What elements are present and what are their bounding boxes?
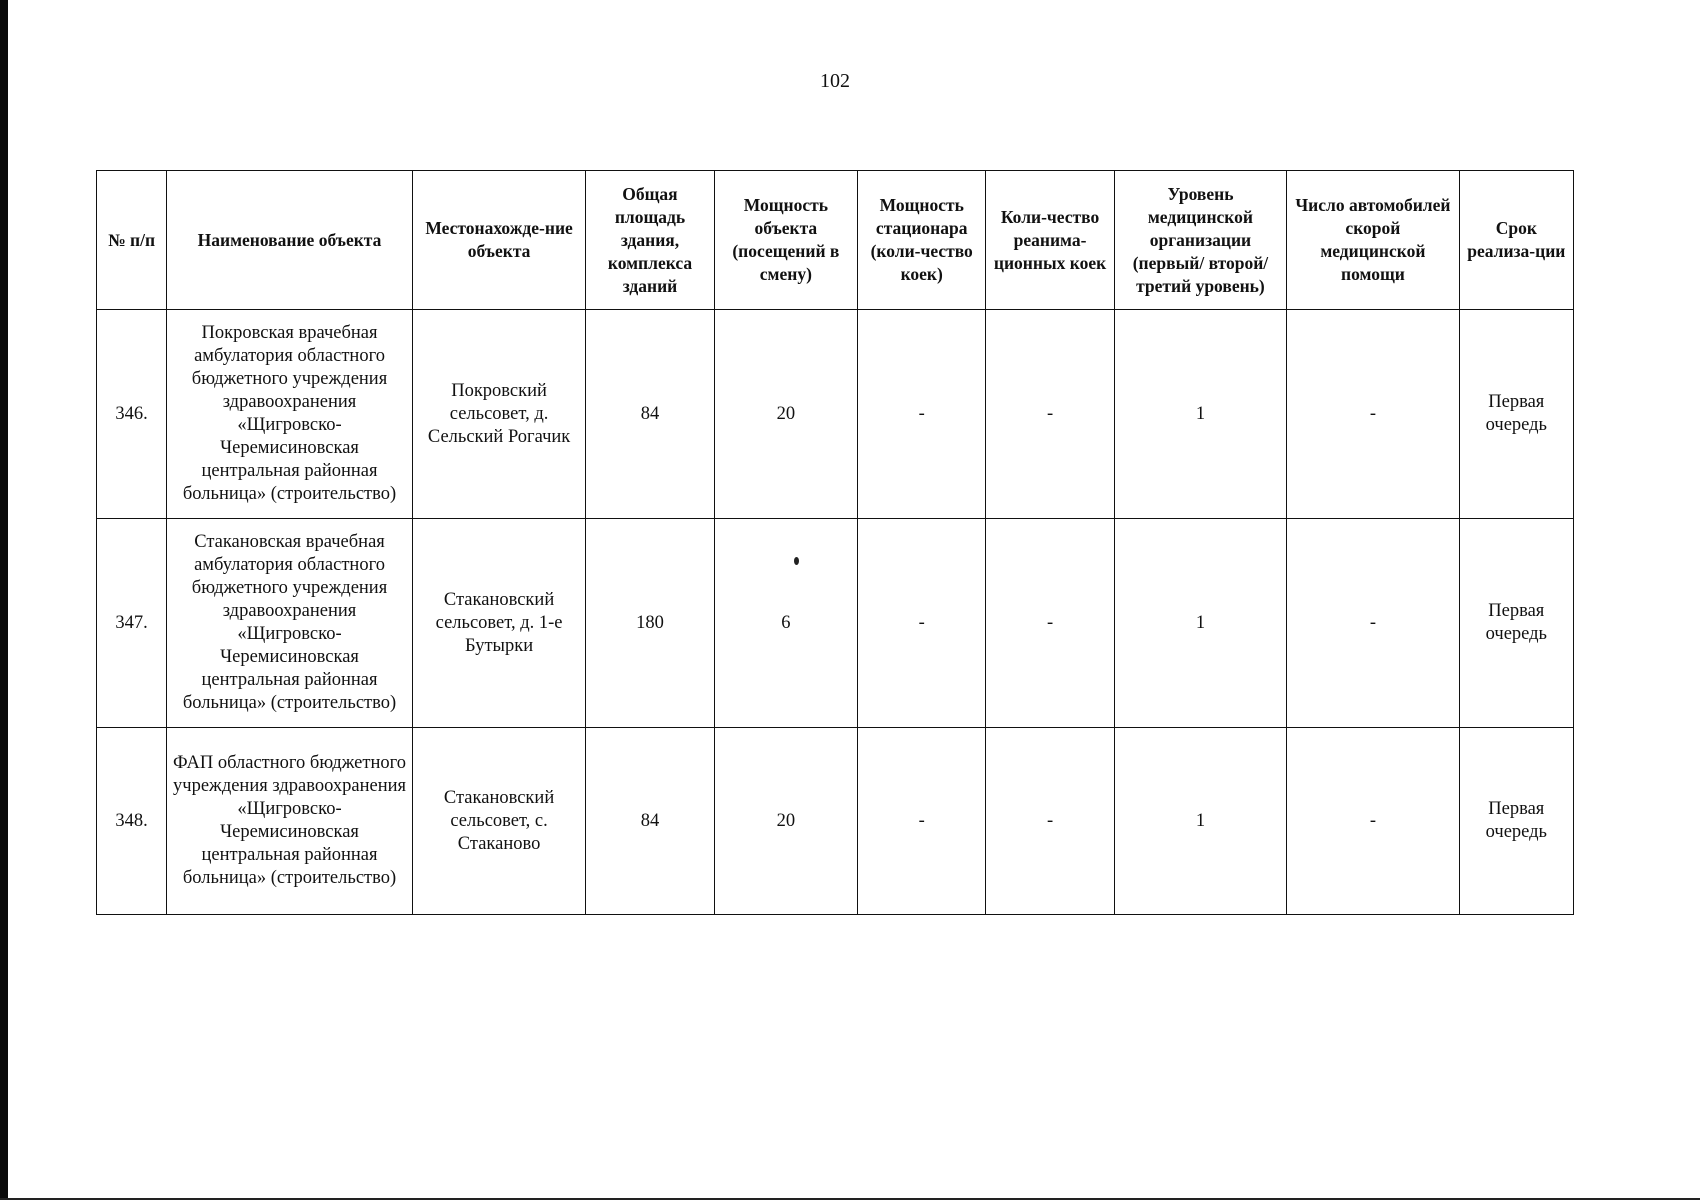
table-row (97, 519, 1574, 728)
header-inpatient: Мощность стационара (коли-чество коек) (858, 171, 986, 310)
header-area: Общая площадь здания, комплекса зданий (586, 171, 714, 310)
row-level: 1 (1114, 310, 1286, 519)
header-capacity: Мощность объекта (посещений в смену) (714, 171, 857, 310)
row-term: Первая очередь (1459, 728, 1573, 915)
header-level: Уровень медицинской организации (первый/ второй/ третий уровень) (1114, 171, 1286, 310)
row-num: 348. (97, 728, 167, 915)
row-num: 346. (97, 310, 167, 519)
row-capacity: 6 (714, 519, 857, 728)
header-term: Срок реализа-ции (1459, 171, 1573, 310)
scan-edge-bar (0, 0, 8, 1200)
row-ambulances: - (1287, 310, 1459, 519)
page-number: 102 (820, 70, 850, 92)
facilities-table (96, 170, 1574, 915)
row-inpatient: - (858, 519, 986, 728)
row-level: 1 (1114, 728, 1286, 915)
row-icu-beds: - (986, 310, 1114, 519)
row-term: Первая очередь (1459, 310, 1573, 519)
row-capacity: 20 (714, 728, 857, 915)
header-name: Наименование объекта (167, 171, 413, 310)
header-location: Местонахожде-ние объекта (412, 171, 585, 310)
row-name: Стакановская врачебная амбулатория областного бюджетного учреждения здравоохранения «Щигровско-Черемисиновская центральная районная больница» (строительство) (167, 519, 413, 728)
table-header-row (97, 171, 1574, 310)
row-area: 180 (586, 519, 714, 728)
row-area: 84 (586, 310, 714, 519)
row-location: Стакановский сельсовет, д. 1-е Бутырки (412, 519, 585, 728)
row-icu-beds: - (986, 519, 1114, 728)
row-name: Покровская врачебная амбулатория областного бюджетного учреждения здравоохранения «Щигровско-Черемисиновская центральная районная больница» (строительство) (167, 310, 413, 519)
row-name: ФАП областного бюджетного учреждения здравоохранения «Щигровско-Черемисиновская центральная районная больница» (строительство) (167, 728, 413, 915)
row-ambulances: - (1287, 728, 1459, 915)
row-num: 347. (97, 519, 167, 728)
header-ambulances: Число автомобилей скорой медицинской помощи (1287, 171, 1459, 310)
row-level: 1 (1114, 519, 1286, 728)
row-location: Покровский сельсовет, д. Сельский Рогачик (412, 310, 585, 519)
header-icu-beds: Коли-чество реанима-ционных коек (986, 171, 1114, 310)
row-location: Стакановский сельсовет, с. Стаканово (412, 728, 585, 915)
row-ambulances: - (1287, 519, 1459, 728)
table-row (97, 310, 1574, 519)
row-area: 84 (586, 728, 714, 915)
row-inpatient: - (858, 728, 986, 915)
row-capacity: 20 (714, 310, 857, 519)
header-num: № п/п (97, 171, 167, 310)
row-term: Первая очередь (1459, 519, 1573, 728)
row-inpatient: - (858, 310, 986, 519)
row-icu-beds: - (986, 728, 1114, 915)
scan-speck (794, 557, 799, 565)
table-row (97, 728, 1574, 915)
